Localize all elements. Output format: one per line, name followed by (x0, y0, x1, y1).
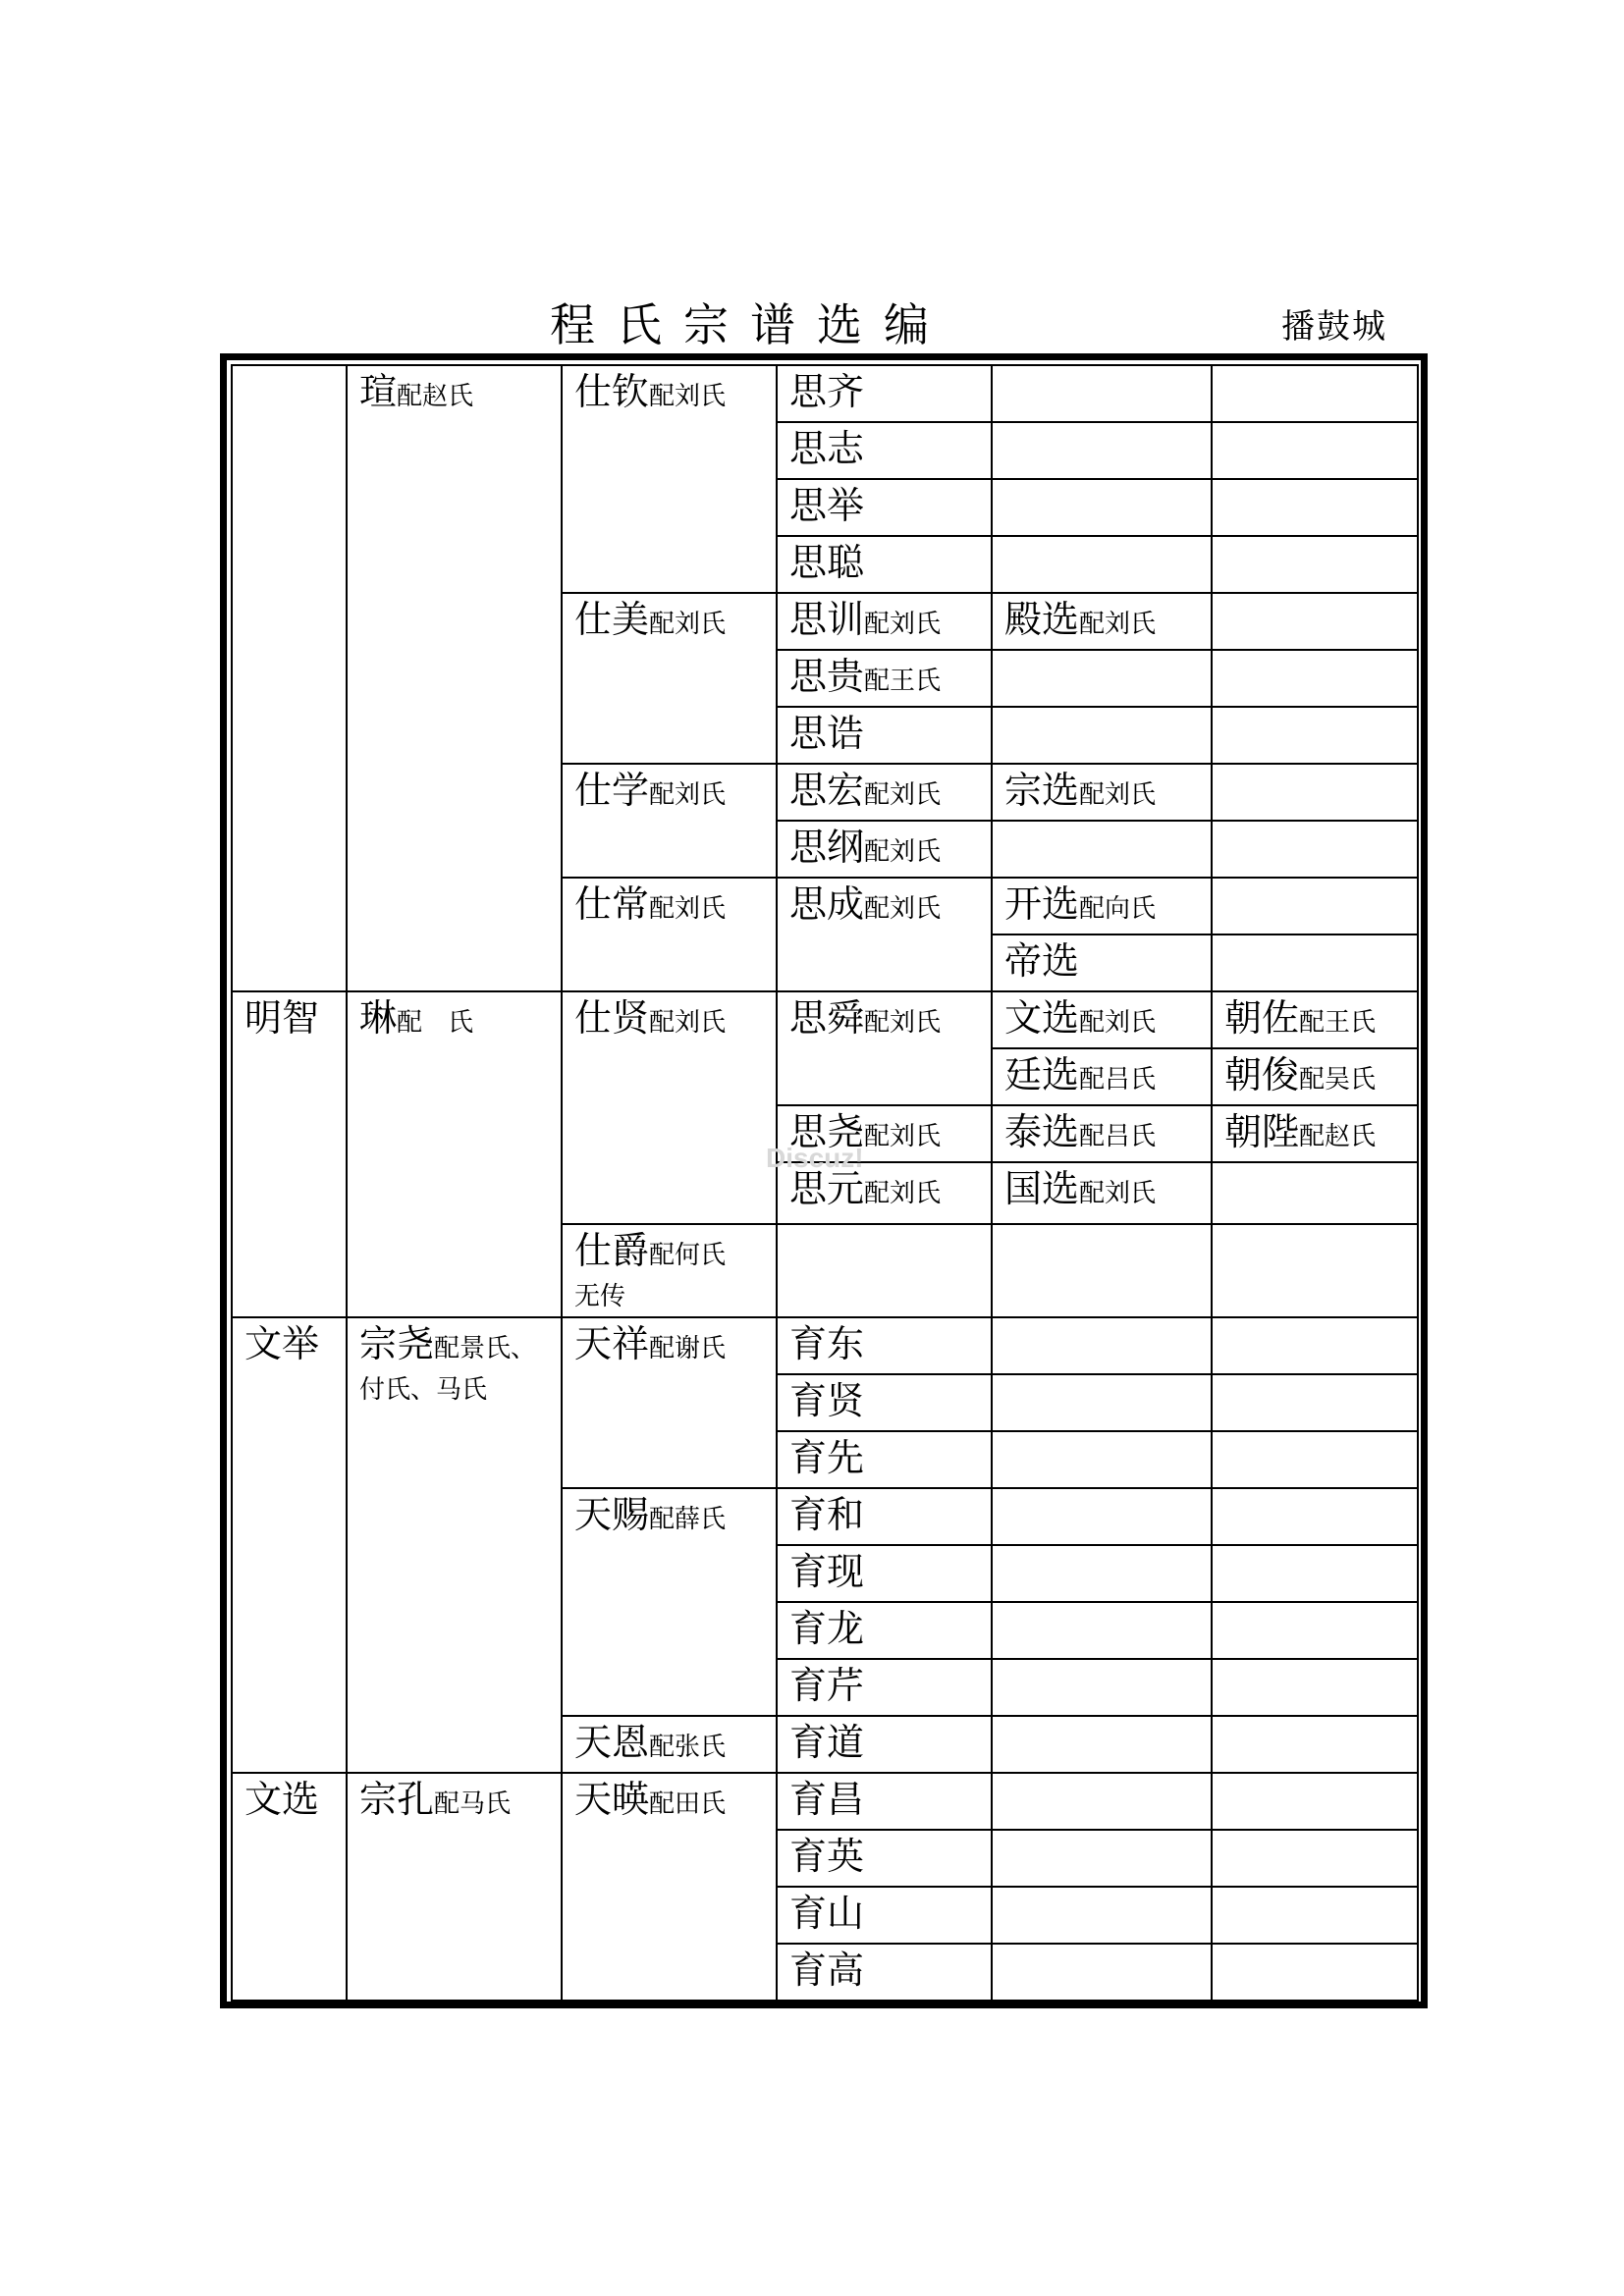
person-name: 瑄 (359, 370, 398, 413)
gen4-cell (777, 536, 992, 593)
gen1-cell: 文选 (232, 1773, 347, 2001)
spouse-note: 配赵氏 (1299, 1122, 1377, 1151)
person-name: 育先 (789, 1436, 865, 1479)
gen4-cell (777, 1317, 992, 1374)
person-name: 仕贤 (574, 996, 650, 1040)
gen6-cell (1212, 593, 1418, 650)
person-name: 文选 (1004, 996, 1080, 1040)
gen6-cell (1212, 1773, 1418, 1830)
page-title: 程氏宗谱选编 (550, 298, 950, 351)
gen6-cell (1212, 1105, 1418, 1162)
gen4-cell (777, 1773, 992, 1830)
spouse-note: 配刘氏 (649, 382, 727, 411)
spouse-note: 配刘氏 (649, 1008, 727, 1038)
gen6-cell (1212, 422, 1418, 479)
gen4-cell (777, 650, 992, 707)
gen6-cell (1212, 1048, 1418, 1105)
gen5-cell (992, 536, 1212, 593)
person-name: 育东 (789, 1322, 865, 1365)
gen1-cell: 明智 (232, 991, 347, 1317)
gen4-cell (777, 1830, 992, 1887)
gen5-cell (992, 1659, 1212, 1716)
gen5-cell (992, 1374, 1212, 1431)
gen5-cell (992, 593, 1212, 650)
gen5-cell (992, 707, 1212, 764)
person-name: 宗尧 (359, 1322, 435, 1365)
spouse-note: 配向氏 (1079, 894, 1157, 924)
gen6-cell (1212, 991, 1418, 1048)
gen6-cell (1212, 878, 1418, 934)
gen5-cell (992, 650, 1212, 707)
genealogy-frame (220, 353, 1428, 2008)
gen5-cell (992, 764, 1212, 821)
person-name: 朝俊 (1224, 1053, 1300, 1096)
gen6-cell (1212, 650, 1418, 707)
gen6-cell (1212, 1374, 1418, 1431)
gen3-cell (562, 365, 777, 593)
gen4-cell (777, 1431, 992, 1488)
watermark: Discuz! (766, 1143, 864, 1173)
person-name: 朝佐 (1224, 996, 1300, 1040)
gen5-cell (992, 1716, 1212, 1773)
spouse-note: 配刘氏 (864, 1008, 942, 1038)
gen5-cell (992, 1887, 1212, 1944)
gen4-cell (777, 1374, 992, 1431)
gen6-cell (1212, 1944, 1418, 2001)
gen6-cell (1212, 934, 1418, 991)
gen4-cell (777, 1944, 992, 2001)
person-name: 思成 (789, 882, 865, 926)
gen6-cell (1212, 1830, 1418, 1887)
person-name: 思训 (789, 598, 865, 641)
person-name: 仕学 (574, 769, 650, 812)
spouse-note: 配吕氏 (1079, 1122, 1157, 1151)
person-name: 仕钦 (574, 370, 650, 413)
person-name: 天赐 (574, 1493, 650, 1536)
spouse-note: 配王氏 (864, 667, 942, 696)
spouse-note: 配王氏 (1299, 1008, 1377, 1038)
gen5-cell (992, 1431, 1212, 1488)
spouse-note: 配刘氏 (1079, 610, 1157, 639)
gen4-cell (777, 821, 992, 878)
person-name: 育高 (789, 1949, 865, 1992)
gen5-cell (992, 821, 1212, 878)
gen6-cell (1212, 1431, 1418, 1488)
gen6-cell (1212, 1659, 1418, 1716)
gen5-cell (992, 878, 1212, 934)
person-name: 帝选 (1004, 939, 1080, 983)
gen6-cell (1212, 1224, 1418, 1317)
gen5-cell (992, 1488, 1212, 1545)
person-name: 开选 (1004, 882, 1080, 926)
gen3-cell (562, 1488, 777, 1716)
gen4-cell (777, 422, 992, 479)
gen4-cell (777, 764, 992, 821)
gen4-cell (777, 365, 992, 422)
person-name: 育道 (789, 1721, 865, 1764)
gen4-cell (777, 593, 992, 650)
spouse-note: 配 氏 (397, 1008, 474, 1038)
gen5-cell (992, 1944, 1212, 2001)
gen6-cell (1212, 1488, 1418, 1545)
person-name: 思舜 (789, 996, 865, 1040)
spouse-note: 配刘氏 (649, 780, 727, 810)
gen5-cell (992, 934, 1212, 991)
spouse-note: 配刘氏 (864, 610, 942, 639)
gen5-cell (992, 422, 1212, 479)
gen4-cell (777, 878, 992, 991)
gen4-cell (777, 991, 992, 1105)
spouse-note: 配张氏 (649, 1733, 727, 1762)
gen6-cell (1212, 1162, 1418, 1224)
person-name: 思尧 (789, 1110, 865, 1153)
line-note: 付氏、马氏 (359, 1374, 488, 1405)
gen4-cell (777, 1488, 992, 1545)
spouse-note: 配赵氏 (397, 382, 474, 411)
spouse-note: 配刘氏 (864, 1122, 942, 1151)
person-name: 仕美 (574, 598, 650, 641)
person-name: 育现 (789, 1550, 865, 1593)
person-name: 殿选 (1004, 598, 1080, 641)
spouse-note: 配刘氏 (864, 1179, 942, 1208)
person-name: 思聪 (789, 541, 865, 584)
person-name: 琳 (359, 996, 398, 1040)
gen6-cell (1212, 479, 1418, 536)
gen5-cell (992, 1602, 1212, 1659)
gen6-cell (1212, 1602, 1418, 1659)
person-name: 宗孔 (359, 1778, 435, 1821)
gen3-cell (562, 1317, 777, 1488)
gen3-cell (562, 878, 777, 991)
genealogy-table (231, 364, 1419, 2002)
gen6-cell (1212, 707, 1418, 764)
place-name: 播鼓城 (1281, 307, 1387, 347)
spouse-note: 配刘氏 (649, 610, 727, 639)
gen4-cell (777, 1887, 992, 1944)
spouse-note: 配谢氏 (649, 1334, 727, 1363)
person-name: 育和 (789, 1493, 865, 1536)
spouse-note: 配刘氏 (1079, 780, 1157, 810)
spouse-note: 配马氏 (434, 1789, 512, 1819)
gen2-cell (347, 1773, 562, 2001)
person-name: 泰选 (1004, 1110, 1080, 1153)
gen5-cell (992, 365, 1212, 422)
person-name: 思举 (789, 484, 865, 527)
gen3-cell (562, 593, 777, 764)
person-name: 廷选 (1004, 1053, 1080, 1096)
person-name: 宗选 (1004, 769, 1080, 812)
person-name: 思齐 (789, 370, 865, 413)
gen6-cell (1212, 764, 1418, 821)
person-name: 天暎 (574, 1778, 650, 1821)
line-note: 无传 (574, 1281, 626, 1311)
gen5-cell (992, 1545, 1212, 1602)
spouse-note: 配景氏、 (434, 1334, 537, 1363)
gen5-cell (992, 1830, 1212, 1887)
gen3-cell (562, 991, 777, 1224)
gen3-cell (562, 1773, 777, 2001)
spouse-note: 配吴氏 (1299, 1065, 1377, 1095)
gen6-cell (1212, 1545, 1418, 1602)
gen1-cell: 文举 (232, 1317, 347, 1773)
person-name: 天祥 (574, 1322, 650, 1365)
gen6-cell (1212, 1887, 1418, 1944)
gen2-cell (347, 1317, 562, 1773)
spouse-note: 配何氏 (649, 1241, 727, 1270)
person-name: 思宏 (789, 769, 865, 812)
spouse-note: 配刘氏 (864, 837, 942, 867)
gen3-cell (562, 1716, 777, 1773)
person-name: 仕常 (574, 882, 650, 926)
gen5-cell (992, 991, 1212, 1048)
person-name: 思元 (789, 1167, 865, 1210)
person-name: 朝陛 (1224, 1110, 1300, 1153)
person-name: 育芹 (789, 1664, 865, 1707)
gen4-cell (777, 479, 992, 536)
gen5-cell (992, 1773, 1212, 1830)
gen4-cell (777, 1659, 992, 1716)
gen5-cell (992, 479, 1212, 536)
person-name: 思诰 (789, 712, 865, 755)
gen5-cell (992, 1224, 1212, 1317)
person-name: 仕爵 (574, 1229, 650, 1272)
gen4-cell (777, 1602, 992, 1659)
spouse-note: 配刘氏 (1079, 1008, 1157, 1038)
spouse-note: 配刘氏 (864, 780, 942, 810)
spouse-note: 配吕氏 (1079, 1065, 1157, 1095)
person-name: 思志 (789, 427, 865, 470)
gen2-cell (347, 365, 562, 991)
gen4-cell (777, 1716, 992, 1773)
gen5-cell (992, 1162, 1212, 1224)
gen3-cell (562, 764, 777, 878)
gen5-cell (992, 1105, 1212, 1162)
gen4-cell (777, 707, 992, 764)
gen4-cell (777, 1545, 992, 1602)
gen5-cell (992, 1048, 1212, 1105)
gen2-cell (347, 991, 562, 1317)
person-name: 育英 (789, 1835, 865, 1878)
gen4-cell (777, 1224, 992, 1317)
person-name: 天恩 (574, 1721, 650, 1764)
person-name: 国选 (1004, 1167, 1080, 1210)
person-name: 育山 (789, 1892, 865, 1935)
spouse-note: 配刘氏 (1079, 1179, 1157, 1208)
spouse-note: 配田氏 (649, 1789, 727, 1819)
person-name: 育龙 (789, 1607, 865, 1650)
person-name: 思纲 (789, 826, 865, 869)
person-name: 育昌 (789, 1778, 865, 1821)
gen1-cell (232, 365, 347, 991)
spouse-note: 配薛氏 (649, 1505, 727, 1534)
person-name: 育贤 (789, 1379, 865, 1422)
gen6-cell (1212, 1716, 1418, 1773)
gen6-cell (1212, 536, 1418, 593)
gen3-cell (562, 1224, 777, 1317)
spouse-note: 配刘氏 (649, 894, 727, 924)
gen5-cell (992, 1317, 1212, 1374)
gen6-cell (1212, 821, 1418, 878)
gen6-cell (1212, 365, 1418, 422)
gen6-cell (1212, 1317, 1418, 1374)
person-name: 思贵 (789, 655, 865, 698)
spouse-note: 配刘氏 (864, 894, 942, 924)
